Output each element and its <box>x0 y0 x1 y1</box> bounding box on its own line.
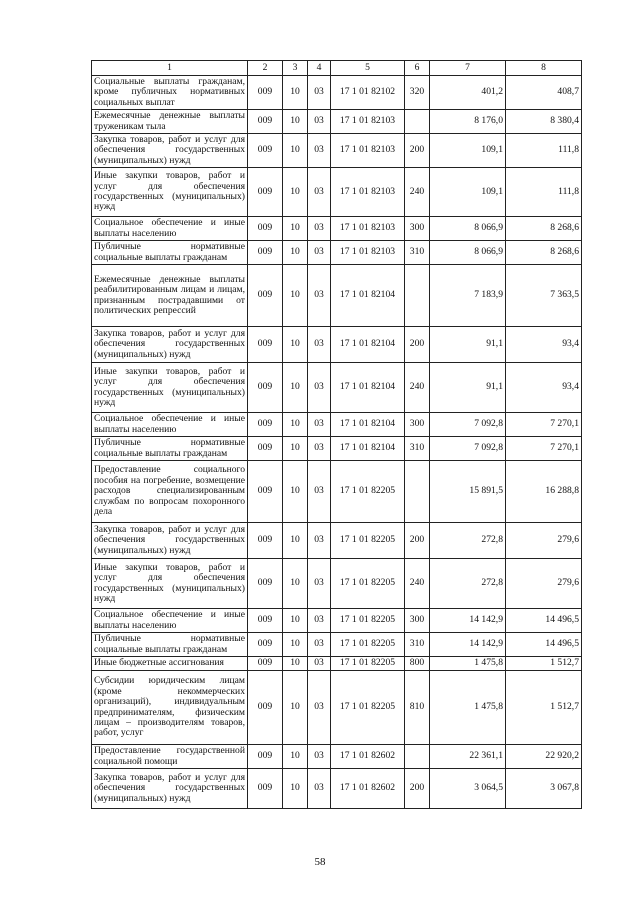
row-col-8: 14 496,5 <box>506 633 582 657</box>
table-row <box>92 769 582 809</box>
row-col-4: 03 <box>308 745 331 769</box>
row-col-5: 17 1 01 82205 <box>331 633 405 657</box>
row-col-2: 009 <box>248 217 283 241</box>
row-col-6 <box>405 461 430 523</box>
table-row <box>92 461 582 523</box>
row-col-7: 272,8 <box>430 523 506 559</box>
row-col-7: 272,8 <box>430 559 506 609</box>
row-col-4: 03 <box>308 134 331 168</box>
table-row <box>92 657 582 671</box>
row-col-3: 10 <box>283 657 308 671</box>
row-col-7: 8 066,9 <box>430 217 506 241</box>
row-col-7: 8 066,9 <box>430 241 506 265</box>
row-col-7: 91,1 <box>430 327 506 363</box>
row-col-4: 03 <box>308 461 331 523</box>
row-col-5: 17 1 01 82602 <box>331 769 405 809</box>
row-col-8: 8 380,4 <box>506 110 582 134</box>
row-col-8: 111,8 <box>506 134 582 168</box>
header-col-1: 1 <box>92 61 248 76</box>
row-col-7: 3 064,5 <box>430 769 506 809</box>
table-row <box>92 633 582 657</box>
row-col-8: 7 270,1 <box>506 413 582 437</box>
row-name: Социальные выплаты гражданам, кроме публичных нормативных социальных выплат <box>92 76 248 110</box>
row-col-3: 10 <box>283 168 308 217</box>
row-col-4: 03 <box>308 241 331 265</box>
row-col-6: 310 <box>405 241 430 265</box>
row-col-5: 17 1 01 82104 <box>331 327 405 363</box>
row-col-8: 279,6 <box>506 523 582 559</box>
row-col-4: 03 <box>308 769 331 809</box>
header-col-3: 3 <box>283 61 308 76</box>
row-col-6: 800 <box>405 657 430 671</box>
row-col-2: 009 <box>248 461 283 523</box>
row-col-6: 200 <box>405 523 430 559</box>
header-col-7: 7 <box>430 61 506 76</box>
row-col-2: 009 <box>248 110 283 134</box>
row-name: Социальное обеспечение и иные выплаты населению <box>92 217 248 241</box>
row-col-6: 240 <box>405 363 430 413</box>
row-col-8: 8 268,6 <box>506 217 582 241</box>
table-row <box>92 327 582 363</box>
row-name: Иные закупки товаров, работ и услуг для обеспечения государственных (муниципальных) нужд <box>92 168 248 217</box>
header-col-8: 8 <box>506 61 582 76</box>
row-col-8: 111,8 <box>506 168 582 217</box>
row-col-3: 10 <box>283 241 308 265</box>
row-col-5: 17 1 01 82103 <box>331 217 405 241</box>
row-col-6: 200 <box>405 769 430 809</box>
row-col-6: 300 <box>405 609 430 633</box>
table-row <box>92 217 582 241</box>
row-col-3: 10 <box>283 769 308 809</box>
row-col-3: 10 <box>283 559 308 609</box>
row-name: Закупка товаров, работ и услуг для обеспечения государственных (муниципальных) нужд <box>92 769 248 809</box>
row-col-7: 401,2 <box>430 76 506 110</box>
row-name: Социальное обеспечение и иные выплаты населению <box>92 413 248 437</box>
row-col-8: 1 512,7 <box>506 671 582 745</box>
row-name: Закупка товаров, работ и услуг для обеспечения государственных (муниципальных) нужд <box>92 327 248 363</box>
table-row <box>92 110 582 134</box>
row-col-6 <box>405 110 430 134</box>
row-name: Предоставление государственной социальной помощи <box>92 745 248 769</box>
table-row <box>92 559 582 609</box>
row-col-6 <box>405 265 430 327</box>
row-col-4: 03 <box>308 217 331 241</box>
row-col-7: 1 475,8 <box>430 657 506 671</box>
row-col-5: 17 1 01 82103 <box>331 241 405 265</box>
row-col-5: 17 1 01 82602 <box>331 745 405 769</box>
row-col-5: 17 1 01 82102 <box>331 76 405 110</box>
row-col-3: 10 <box>283 609 308 633</box>
page-number: 58 <box>314 856 326 868</box>
row-col-6: 300 <box>405 413 430 437</box>
row-col-6: 810 <box>405 671 430 745</box>
row-col-4: 03 <box>308 76 331 110</box>
row-col-7: 7 183,9 <box>430 265 506 327</box>
row-col-2: 009 <box>248 769 283 809</box>
table-row <box>92 76 582 110</box>
row-col-4: 03 <box>308 265 331 327</box>
row-col-5: 17 1 01 82104 <box>331 363 405 413</box>
row-col-3: 10 <box>283 363 308 413</box>
row-col-5: 17 1 01 82205 <box>331 671 405 745</box>
row-name: Иные бюджетные ассигнования <box>92 657 248 671</box>
row-col-3: 10 <box>283 745 308 769</box>
row-col-8: 408,7 <box>506 76 582 110</box>
table-row <box>92 609 582 633</box>
row-col-2: 009 <box>248 657 283 671</box>
row-col-7: 91,1 <box>430 363 506 413</box>
row-col-5: 17 1 01 82205 <box>331 657 405 671</box>
row-col-3: 10 <box>283 461 308 523</box>
row-col-5: 17 1 01 82103 <box>331 110 405 134</box>
row-name: Закупка товаров, работ и услуг для обеспечения государственных (муниципальных) нужд <box>92 523 248 559</box>
row-col-4: 03 <box>308 657 331 671</box>
row-col-2: 009 <box>248 265 283 327</box>
table-row <box>92 265 582 327</box>
row-col-4: 03 <box>308 168 331 217</box>
row-col-8: 93,4 <box>506 327 582 363</box>
table-row <box>92 363 582 413</box>
row-col-6: 320 <box>405 76 430 110</box>
row-name: Иные закупки товаров, работ и услуг для обеспечения государственных (муниципальных) нужд <box>92 559 248 609</box>
row-col-4: 03 <box>308 523 331 559</box>
row-col-6: 200 <box>405 327 430 363</box>
row-col-6: 300 <box>405 217 430 241</box>
table-row <box>92 241 582 265</box>
row-col-2: 009 <box>248 609 283 633</box>
row-col-3: 10 <box>283 217 308 241</box>
row-col-3: 10 <box>283 633 308 657</box>
row-col-5: 17 1 01 82103 <box>331 168 405 217</box>
row-col-7: 109,1 <box>430 134 506 168</box>
row-col-7: 14 142,9 <box>430 609 506 633</box>
row-col-4: 03 <box>308 110 331 134</box>
row-col-2: 009 <box>248 327 283 363</box>
row-col-6: 310 <box>405 437 430 461</box>
row-col-2: 009 <box>248 523 283 559</box>
budget-table <box>91 60 582 809</box>
row-col-7: 15 891,5 <box>430 461 506 523</box>
table-row <box>92 437 582 461</box>
row-col-7: 14 142,9 <box>430 633 506 657</box>
row-col-2: 009 <box>248 559 283 609</box>
row-col-3: 10 <box>283 265 308 327</box>
row-col-5: 17 1 01 82205 <box>331 461 405 523</box>
row-col-3: 10 <box>283 671 308 745</box>
row-name: Ежемесячные денежные выплаты реабилитированным лицам и лицам, признанным пострадавшими от политических репрессий <box>92 265 248 327</box>
row-col-7: 8 176,0 <box>430 110 506 134</box>
row-col-8: 22 920,2 <box>506 745 582 769</box>
row-col-6: 240 <box>405 559 430 609</box>
row-col-7: 7 092,8 <box>430 413 506 437</box>
row-col-2: 009 <box>248 134 283 168</box>
row-col-3: 10 <box>283 413 308 437</box>
header-col-5: 5 <box>331 61 405 76</box>
row-col-2: 009 <box>248 241 283 265</box>
row-col-4: 03 <box>308 327 331 363</box>
row-col-7: 7 092,8 <box>430 437 506 461</box>
row-col-4: 03 <box>308 437 331 461</box>
row-col-2: 009 <box>248 363 283 413</box>
row-col-3: 10 <box>283 523 308 559</box>
row-col-5: 17 1 01 82205 <box>331 523 405 559</box>
table-row <box>92 523 582 559</box>
row-col-2: 009 <box>248 76 283 110</box>
row-name: Иные закупки товаров, работ и услуг для обеспечения государственных (муниципальных) нужд <box>92 363 248 413</box>
row-name: Публичные нормативные социальные выплаты гражданам <box>92 241 248 265</box>
table-row <box>92 168 582 217</box>
row-name: Предоставление социального пособия на погребение, возмещение расходов специализированным службам по вопросам похоронного дела <box>92 461 248 523</box>
header-row <box>92 61 582 76</box>
table-row <box>92 671 582 745</box>
header-col-6: 6 <box>405 61 430 76</box>
row-col-3: 10 <box>283 76 308 110</box>
row-col-6: 240 <box>405 168 430 217</box>
row-col-6 <box>405 745 430 769</box>
row-col-2: 009 <box>248 168 283 217</box>
table-body <box>92 76 582 809</box>
row-col-3: 10 <box>283 327 308 363</box>
row-name: Публичные нормативные социальные выплаты гражданам <box>92 633 248 657</box>
row-name: Закупка товаров, работ и услуг для обеспечения государственных (муниципальных) нужд <box>92 134 248 168</box>
row-col-4: 03 <box>308 559 331 609</box>
row-col-5: 17 1 01 82104 <box>331 265 405 327</box>
header-col-4: 4 <box>308 61 331 76</box>
row-col-4: 03 <box>308 413 331 437</box>
row-name: Публичные нормативные социальные выплаты гражданам <box>92 437 248 461</box>
row-col-8: 8 268,6 <box>506 241 582 265</box>
table-row <box>92 745 582 769</box>
row-name: Ежемесячные денежные выплаты труженикам тыла <box>92 110 248 134</box>
row-col-3: 10 <box>283 134 308 168</box>
row-col-8: 14 496,5 <box>506 609 582 633</box>
row-col-5: 17 1 01 82104 <box>331 437 405 461</box>
row-col-6: 310 <box>405 633 430 657</box>
row-col-6: 200 <box>405 134 430 168</box>
row-col-4: 03 <box>308 609 331 633</box>
row-col-7: 1 475,8 <box>430 671 506 745</box>
row-col-4: 03 <box>308 363 331 413</box>
row-col-8: 279,6 <box>506 559 582 609</box>
row-col-8: 16 288,8 <box>506 461 582 523</box>
row-col-5: 17 1 01 82205 <box>331 609 405 633</box>
row-col-4: 03 <box>308 671 331 745</box>
row-col-7: 22 361,1 <box>430 745 506 769</box>
row-col-5: 17 1 01 82104 <box>331 413 405 437</box>
row-col-3: 10 <box>283 437 308 461</box>
row-col-2: 009 <box>248 437 283 461</box>
table-row <box>92 134 582 168</box>
row-col-8: 7 363,5 <box>506 265 582 327</box>
row-col-2: 009 <box>248 633 283 657</box>
row-col-8: 93,4 <box>506 363 582 413</box>
row-col-8: 3 067,8 <box>506 769 582 809</box>
row-col-5: 17 1 01 82103 <box>331 134 405 168</box>
row-col-8: 7 270,1 <box>506 437 582 461</box>
header-col-2: 2 <box>248 61 283 76</box>
row-col-5: 17 1 01 82205 <box>331 559 405 609</box>
row-col-8: 1 512,7 <box>506 657 582 671</box>
row-col-2: 009 <box>248 413 283 437</box>
row-col-3: 10 <box>283 110 308 134</box>
row-col-4: 03 <box>308 633 331 657</box>
table-row <box>92 413 582 437</box>
row-col-2: 009 <box>248 671 283 745</box>
row-col-7: 109,1 <box>430 168 506 217</box>
row-name: Субсидии юридическим лицам (кроме некоммерческих организаций), индивидуальным предпринимателям, физическим лицам – производителям товаров, работ, услуг <box>92 671 248 745</box>
row-name: Социальное обеспечение и иные выплаты населению <box>92 609 248 633</box>
row-col-2: 009 <box>248 745 283 769</box>
